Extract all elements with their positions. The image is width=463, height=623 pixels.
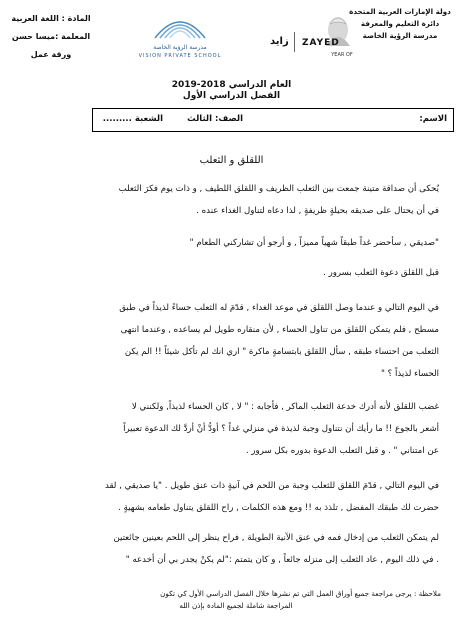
text-line: حضرت لك طبقك المفضل , تلذذ به !! ومع هذه الكلمات , راح اللقلق يتناول طعامه بشهيةٍ .: [118, 503, 439, 513]
review-note: [31, 588, 441, 612]
paragraph-4: [29, 297, 439, 385]
header-left: [6, 10, 96, 64]
header-right: [345, 6, 455, 42]
paragraph-5: [29, 396, 439, 462]
text-line: أشعر بالجوع !! ما رأيك أن نتناول وجبة لذيذة في منزلي غداً ؟ أودُّ أنْ أردَّ لك الدعوة تعبيراً: [123, 424, 439, 434]
note-line: ملاحظة : يرجى مراجعة جميع أوراق العمل التي تم نشرها خلال الفصل الدراسي الأول كي تكون: [160, 589, 441, 598]
text-line: . في ذلك اليوم , عاد الثعلب إلى منزله جائعاً , و كان يتمتم :"لم يكنْ يجدر بي أن أخدعه ": [125, 555, 439, 565]
school-logo: [130, 10, 230, 68]
semester-label: الفصل الدراسي الأول: [182, 91, 281, 101]
zayed-en-small: YEAR OF: [331, 52, 353, 58]
department-label: دائرة التعليم والمعرفة: [360, 19, 440, 28]
paragraph-3: [29, 262, 439, 284]
zayed-arabic: زايد: [270, 36, 289, 47]
paragraph-1: [29, 178, 439, 222]
subject-label: المادة : اللغة العربية: [11, 14, 91, 23]
story-title: اللقلق و الثعلب: [199, 155, 264, 166]
country-label: دولة الإمارات العربية المتحدة: [349, 7, 451, 16]
text-line: غضب اللقلق لأنه أدرك خدعة الثعلب الماكر , فأجابه : " لا , كان الحساء لذيذاً, ولكنني لا: [131, 402, 439, 412]
text-line: لم يتمكن الثعلب من إدخال فمه في عنق الآنية الطويلة , فراح ينظر إلى اللحم بعينين جائعتين: [113, 533, 439, 543]
text-line: الحساء لذيذاً ؟ ": [380, 369, 439, 379]
text-line: في أن يحتال على صديقه بحيلةٍ ظريفةٍ , لذا دعاه لتناول الغداء عنده .: [196, 206, 439, 216]
academic-year: [0, 80, 463, 102]
school-name-ar: مدرسة الرؤية الخاصة: [153, 44, 207, 51]
text-line: "صديقي , سأحضر غداً طبقاً شهياً مميزاً , و أرجو أن تشاركني الطعام ": [189, 238, 439, 248]
year-label: العام الدراسي 2018-2019: [171, 80, 292, 90]
paragraph-2: [29, 232, 439, 254]
school-name-en: VISION PRIVATE SCHOOL: [138, 53, 222, 59]
text-line: الثعلب من احتساء طبقه , سأل اللقلق بابتسامةٍ ماكرة " اري انك لم تأكل شيئاً !! الم يكن: [124, 347, 439, 357]
name-field: الاسم:: [419, 114, 447, 124]
year-of-zayed-logo: [250, 6, 360, 60]
text-line: مسطح , فلم يتمكن اللقلق من تناول الحساء , لأن منقاره طويل لم يساعده , وعندما انتهى: [120, 325, 439, 335]
student-info-box: [92, 108, 454, 132]
text-line: في اليوم التالي و عندما وصل اللقلق في موعد الغداء , قدّمَ له الثعلب حساءً لذيذاً في طبق: [119, 303, 439, 313]
zayed-name: ZAYED: [302, 38, 340, 48]
text-line: عن امتناني " . و قبل الثعلب الدعوة بدوره بكل سرور .: [245, 446, 439, 456]
logo-divider: [294, 32, 295, 52]
school-emblem-icon: [150, 10, 210, 40]
text-line: يُحكى أن صداقة متينة جمعت بين الثعلب الظريف و اللقلق اللطيف , و ذات يوم فكرَ الثعلب: [118, 184, 439, 194]
paragraph-6: [29, 475, 439, 519]
section-field: الشعبة .........: [102, 114, 163, 124]
text-line: قبل اللقلق دعوة الثعلب بسرور .: [323, 268, 439, 278]
grade-field: الصف: الثالث: [187, 114, 243, 124]
school-label: مدرسة الرؤية الخاصة: [362, 31, 438, 40]
text-line: في اليوم التالي , قدّمَ اللقلق للثعلب وجبة من اللحم في آنيةٍ ذات عنق طويل . "يا صديقي , لقد: [104, 481, 439, 491]
teacher-label: المعلمة :ميسا حسن: [11, 32, 91, 41]
worksheet-label: ورقة عمل: [30, 50, 72, 59]
note-line: المراجعة شاملة لجميع المادة بإذن الله: [179, 601, 293, 610]
paragraph-7: [29, 527, 439, 571]
